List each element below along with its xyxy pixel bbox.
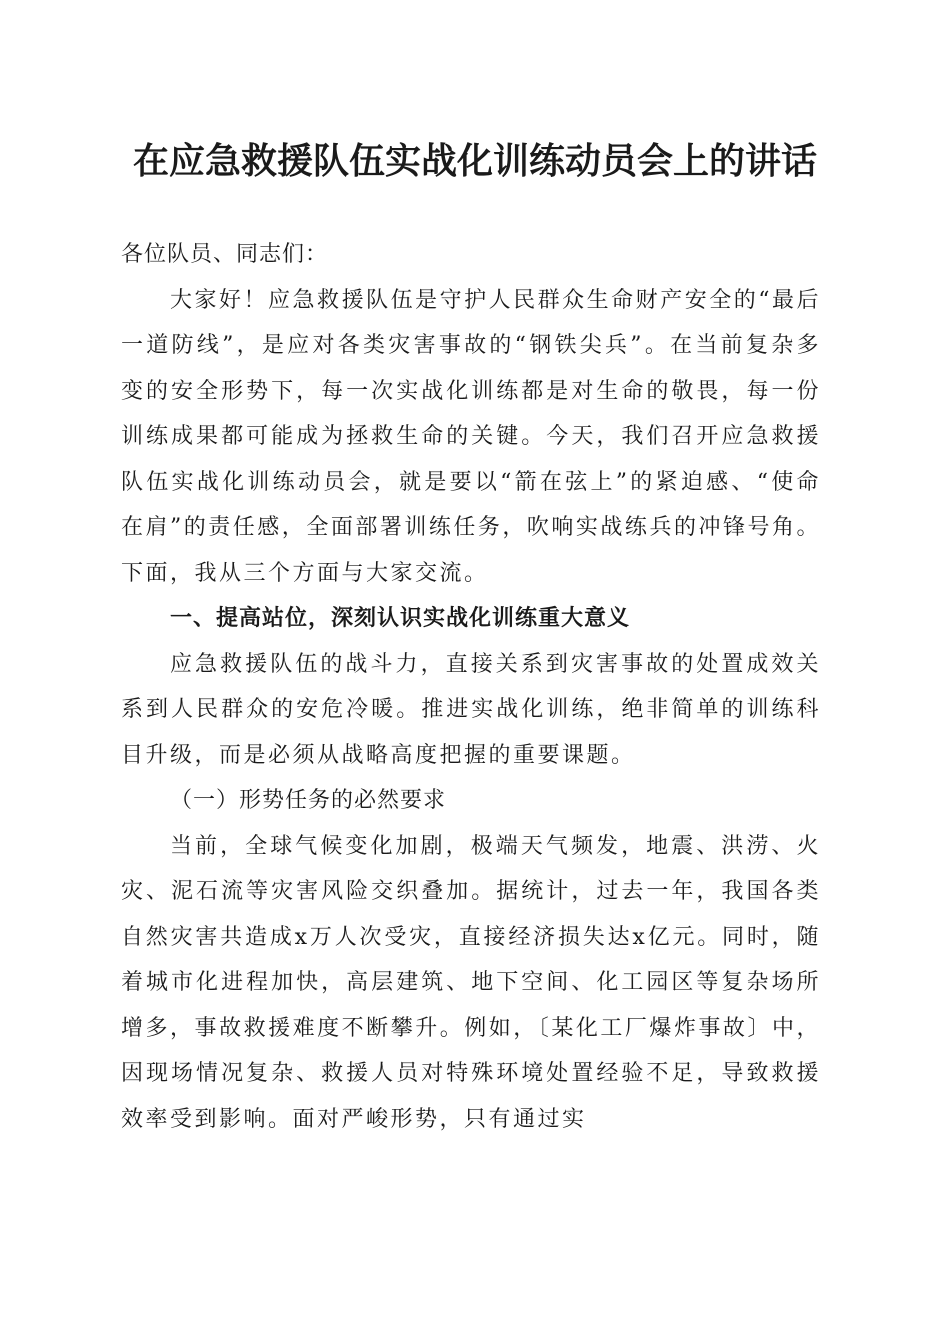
salutation: 各位队员、同志们： — [121, 242, 329, 267]
document-body — [121, 232, 821, 1142]
paragraph-section-1: 应急救援队伍的战斗力，直接关系到灾害事故的处置成效关系到人民群众的安危冷暖。推进实战化训练，绝非简单的训练科目升级，而是必须从战略高度把握的重要课题。 — [121, 651, 821, 768]
paragraph-intro: 大家好！应急救援队伍是守护人民群众生命财产安全的“最后一道防线”，是应对各类灾害事故的“钢铁尖兵”。在当前复杂多变的安全形势下，每一次实战化训练都是对生命的敬畏，每一份训练成果都可能成为拯救生命的关键。今天，我们召开应急救援队伍实战化训练动员会，就是要以“箭在弦上”的紧迫感、“使命在肩”的责任感，全面部署训练任务，吹响实战练兵的冲锋号角。下面，我从三个方面与大家交流。 — [121, 287, 821, 586]
paragraph-subsection-1: 当前，全球气候变化加剧，极端天气频发，地震、洪涝、火灾、泥石流等灾害风险交织叠加。据统计，过去一年，我国各类自然灾害共造成x万人次受灾，直接经济损失达x亿元。同时，随着城市化进程加快，高层建筑、地下空间、化工园区等复杂场所增多，事故救援难度不断攀升。例如，〔某化工厂爆炸事故〕中，因现场情况复杂、救援人员对特殊环境处置经验不足，导致救援效率受到影响。面对严峻形势，只有通过实 — [121, 833, 821, 1132]
subsection-heading-1: （一）形势任务的必然要求 — [170, 788, 447, 813]
document-title: 在应急救援队伍实战化训练动员会上的讲话 — [132, 140, 817, 182]
section-heading-1: 一、提高站位，深刻认识实战化训练重大意义 — [170, 606, 631, 631]
